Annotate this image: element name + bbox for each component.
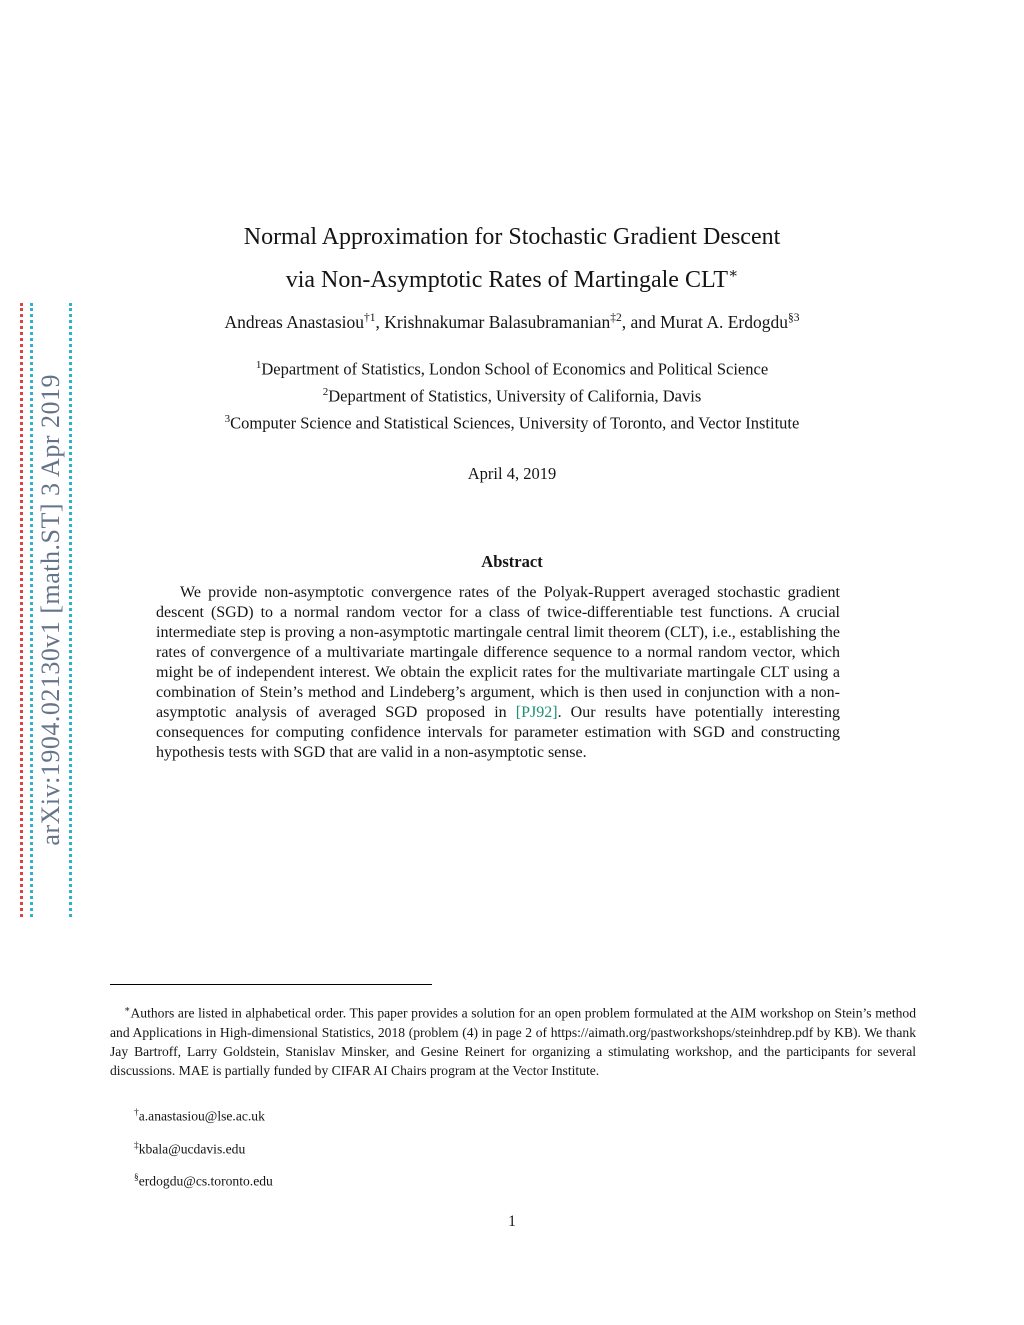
email-marker-2: ‡ <box>134 1140 139 1151</box>
affiliation-text-3: Computer Science and Statistical Sciences, University of Toronto, and Vector Institute <box>230 413 800 433</box>
footnote-marker: ∗ <box>124 1005 131 1015</box>
paper-title-line1: Normal Approximation for Stochastic Gradient Descent <box>243 224 781 250</box>
email-text-3: erdogdu@cs.toronto.edu <box>138 1173 273 1189</box>
email-footnote-1 <box>134 1104 273 1126</box>
affiliation-line-1 <box>62 354 962 381</box>
paper-title-line2-text: via Non-Asymptotic Rates of Martingale CLT <box>285 267 729 293</box>
email-text-1: a.anastasiou@lse.ac.uk <box>138 1108 265 1124</box>
email-marker-3: § <box>134 1173 139 1184</box>
affiliation-marker-1: 1 <box>255 359 262 371</box>
stamp-red-dotted-line <box>20 303 23 917</box>
affiliation-marker-3: 3 <box>224 413 231 425</box>
paper-title <box>112 219 912 299</box>
affiliation-line-2 <box>62 381 962 408</box>
author-name-1: Andreas Anastasiou <box>224 312 364 332</box>
email-footnote-2 <box>134 1137 273 1159</box>
footnote-body: Authors are listed in alphabetical order. This paper provides a solution for an open problem formulated at the AIM workshop on Stein’s method and Applications in High-dimensional Statistics, 2018 (problem (4) in page 2 of https://aimath.org/pastworkshops/steinhdrep.pdf by KB). We thank Jay Bartroff, Larry Goldstein, Stanislav Minsker, and Gesine Reinert for organizing a stimulating workshop, and the participants for several discussions. MAE is partially funded by CIFAR AI Chairs program at the Vector Institute. <box>110 1005 916 1078</box>
affiliation-line-3 <box>62 408 962 435</box>
affiliation-text-2: Department of Statistics, University of California, Davis <box>328 386 702 406</box>
affiliation-marker-2: 2 <box>322 386 329 398</box>
author-marker-3: §3 <box>787 312 800 325</box>
author-marker-2: ‡2 <box>610 312 622 325</box>
author-marker-1: †1 <box>364 312 376 325</box>
abstract-text <box>156 583 840 763</box>
title-footnote-marker: ∗ <box>728 266 739 282</box>
paper-title-line2 <box>112 256 912 299</box>
affiliation-text-1: Department of Statistics, London School of Economics and Political Science <box>261 359 769 379</box>
paper-date: April 4, 2019 <box>467 464 557 483</box>
abstract-text-after-citation: . Our results have potentially interesting consequences for computing confidence intervals for parameter estimation with SGD and constructing hypothesis tests with SGD that are valid in a non-asymptotic sense. <box>156 704 840 761</box>
abstract-heading: Abstract <box>481 552 543 571</box>
arxiv-stamp-text: arXiv:1904.02130v1 [math.ST] 3 Apr 2019 <box>36 374 65 846</box>
footnote-rule <box>110 984 432 985</box>
affiliations-block <box>62 354 962 435</box>
email-text-2: kbala@ucdavis.edu <box>138 1141 246 1157</box>
author-separator-2: , and <box>621 312 661 332</box>
author-name-3: Murat A. Erdogdu <box>660 312 788 332</box>
page-number: 1 <box>508 1213 516 1230</box>
abstract-text-before-citation: We provide non-asymptotic convergence rates of the Polyak-Ruppert averaged stochastic gradient descent (SGD) to a normal random vector for a class of twice-differentiable test functions. A crucial intermediate step is proving a non-asymptotic martingale central limit theorem (CLT), i.e., establishing the rates of convergence of a multivariate martingale difference sequence to a normal random vector, which might be of independent interest. We obtain the explicit rates for the multivariate martingale CLT using a combination of Stein’s method and Lindeberg’s argument, which is then used in conjunction with a non-asymptotic analysis of averaged SGD proposed in <box>156 584 840 721</box>
email-marker-1: † <box>134 1108 139 1118</box>
author-separator-1: , <box>375 312 385 332</box>
email-footnote-3 <box>134 1169 273 1191</box>
citation-link-pj92[interactable]: [PJ92] <box>515 704 558 721</box>
footnote-text <box>110 1001 916 1080</box>
author-name-2: Krishnakumar Balasubramanian <box>384 312 611 332</box>
email-footnotes <box>134 1104 273 1202</box>
authors-line <box>77 312 947 333</box>
